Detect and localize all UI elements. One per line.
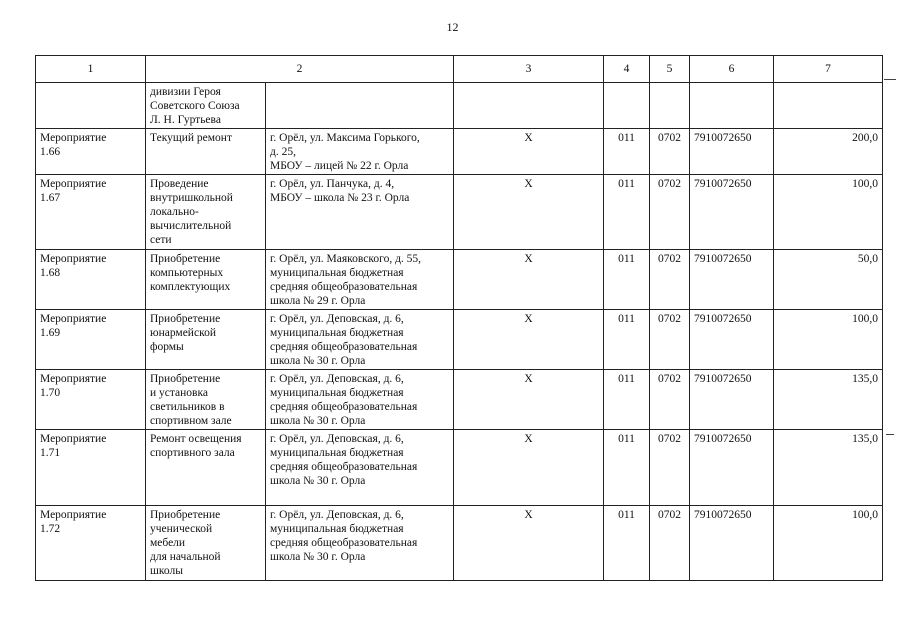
cell-name: дивизии Героя Советского Союза Л. Н. Гуртьева [146,83,266,129]
cell [690,83,774,129]
cell [650,83,690,129]
margin-mark [884,79,896,80]
cell-col3: X [454,430,604,506]
cell-address: г. Орёл, ул. Максима Горького, д. 25, МБОУ – лицей № 22 г. Орла [266,129,454,175]
header-col-7: 7 [774,56,883,83]
cell-col3: X [454,175,604,250]
cell-amount: 100,0 [774,310,883,370]
cell-address: г. Орёл, ул. Деповская, д. 6, муниципальная бюджетная средняя общеобразовательная школа № 30 г. Орла [266,506,454,581]
cell-col6: 7910072650 [690,430,774,506]
cell [604,83,650,129]
cell-name: Приобретение компьютерных комплектующих [146,250,266,310]
table-row [36,506,883,581]
cell-col6: 7910072650 [690,129,774,175]
cell-col3: X [454,310,604,370]
cell-measure: Мероприятие 1.72 [36,506,146,581]
table-row [36,430,883,506]
cell-col6: 7910072650 [690,506,774,581]
header-col-5: 5 [650,56,690,83]
cell-name: Ремонт освещения спортивного зала [146,430,266,506]
cell-col6: 7910072650 [690,250,774,310]
header-col-4: 4 [604,56,650,83]
table-row [36,250,883,310]
cell-address: г. Орёл, ул. Деповская, д. 6, муниципальная бюджетная средняя общеобразовательная школа № 30 г. Орла [266,370,454,430]
cell-col5: 0702 [650,310,690,370]
header-col-2: 2 [146,56,454,83]
cell-amount: 135,0 [774,370,883,430]
cell-measure: Мероприятие 1.69 [36,310,146,370]
cell-address: г. Орёл, ул. Маяковского, д. 55, муниципальная бюджетная средняя общеобразовательная школа № 29 г. Орла [266,250,454,310]
cell-col5: 0702 [650,175,690,250]
table-row [36,129,883,175]
cell-col4: 011 [604,310,650,370]
cell-col4: 011 [604,175,650,250]
cell-address: г. Орёл, ул. Панчука, д. 4, МБОУ – школа № 23 г. Орла [266,175,454,250]
cell-measure: Мероприятие 1.68 [36,250,146,310]
cell-col4: 011 [604,506,650,581]
cell [774,83,883,129]
cell-col3: X [454,370,604,430]
table-row [36,370,883,430]
cell-name: Приобретение юнармейской формы [146,310,266,370]
cell-name: Проведение внутришкольной локально- вычислительной сети [146,175,266,250]
cell-col4: 011 [604,129,650,175]
continuation-row [36,83,883,129]
cell [454,83,604,129]
cell-col3: X [454,250,604,310]
cell-name: Текущий ремонт [146,129,266,175]
cell-col5: 0702 [650,506,690,581]
page-number: 12 [446,20,459,34]
cell-amount: 100,0 [774,175,883,250]
cell-measure: Мероприятие 1.71 [36,430,146,506]
cell [266,83,454,129]
cell-col5: 0702 [650,250,690,310]
cell-address: г. Орёл, ул. Деповская, д. 6, муниципальная бюджетная средняя общеобразовательная школа № 30 г. Орла [266,310,454,370]
cell-col4: 011 [604,370,650,430]
cell-amount: 200,0 [774,129,883,175]
cell-amount: 135,0 [774,430,883,506]
header-row [36,56,883,83]
cell-col5: 0702 [650,129,690,175]
cell-col4: 011 [604,430,650,506]
measures-table [35,55,883,581]
cell-col6: 7910072650 [690,175,774,250]
cell-name: Приобретение и установка светильников в спортивном зале [146,370,266,430]
cell-col3: X [454,129,604,175]
header-col-1: 1 [36,56,146,83]
cell-col3: X [454,506,604,581]
cell-measure: Мероприятие 1.67 [36,175,146,250]
table-row [36,310,883,370]
cell-col4: 011 [604,250,650,310]
header-col-6: 6 [690,56,774,83]
cell-col6: 7910072650 [690,370,774,430]
cell-address: г. Орёл, ул. Деповская, д. 6, муниципальная бюджетная средняя общеобразовательная школа № 30 г. Орла [266,430,454,506]
cell-col6: 7910072650 [690,310,774,370]
cell-col5: 0702 [650,430,690,506]
cell-amount: 100,0 [774,506,883,581]
cell [36,83,146,129]
cell-measure: Мероприятие 1.66 [36,129,146,175]
cell-col5: 0702 [650,370,690,430]
table-row [36,175,883,250]
margin-mark [886,434,894,435]
cell-amount: 50,0 [774,250,883,310]
cell-name: Приобретение ученической мебели для начальной школы [146,506,266,581]
cell-measure: Мероприятие 1.70 [36,370,146,430]
header-col-3: 3 [454,56,604,83]
